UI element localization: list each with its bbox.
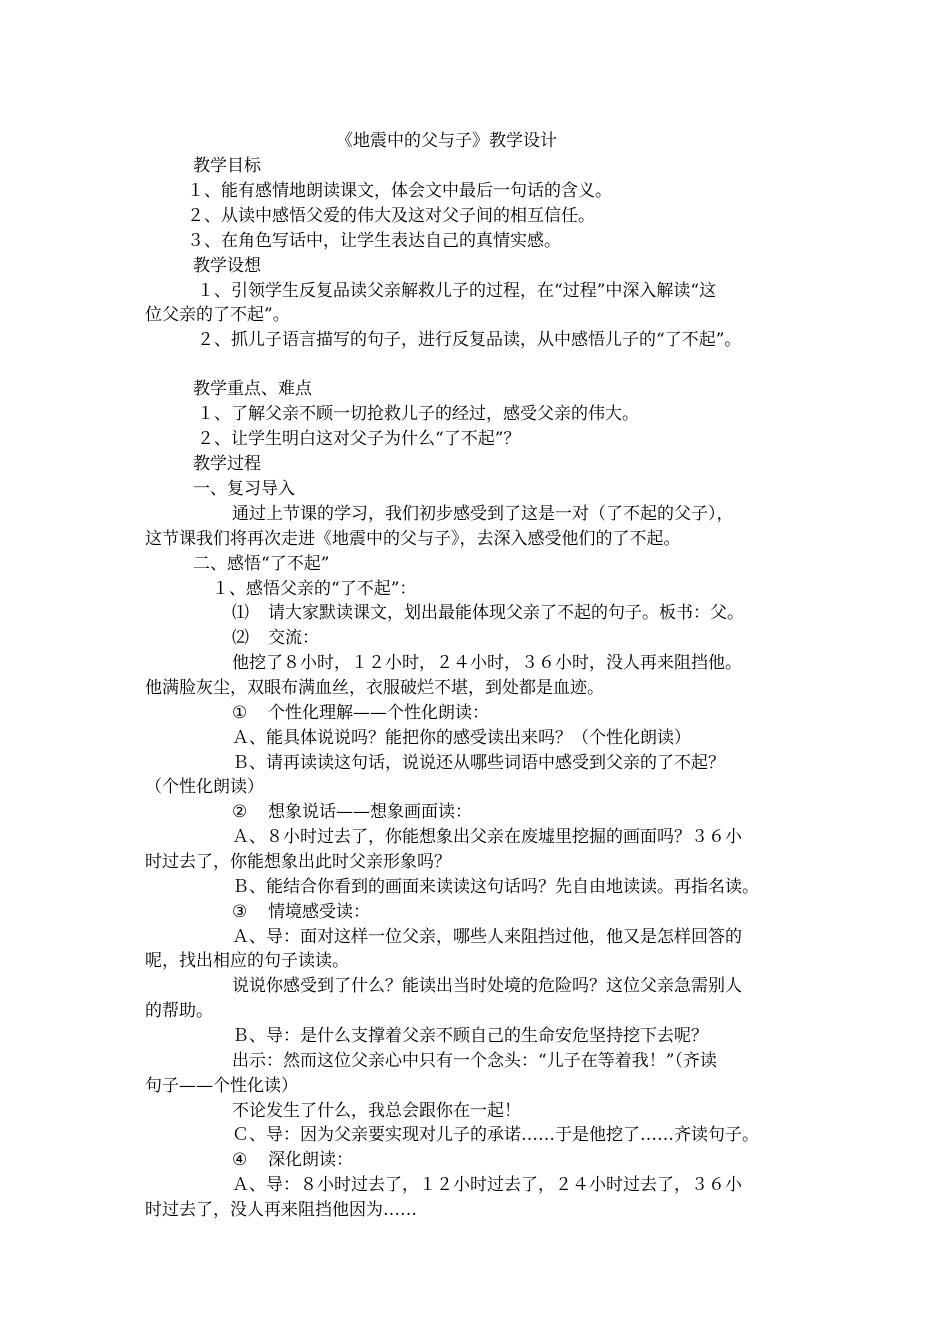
activity-2-text: 想象说话——想象画面读： <box>268 802 472 822</box>
design-item-2: ２、抓儿子语言描写的句子，进行反复品读，从中感悟儿子的“了不起”。 <box>197 330 742 350</box>
step-2-marker: ⑵ <box>232 628 249 648</box>
goal-item-3: ３、在角色写话中，让学生表达自己的真情实感。 <box>187 231 561 251</box>
section-heading-keypoints: 教学重点、难点 <box>193 379 312 399</box>
activity-3-b: Ｂ、导：是什么支撑着父亲不顾自己的生命安危坚持挖下去呢？ <box>232 1026 708 1046</box>
keypoint-item-2: ２、让学生明白这对父子为什么“了不起”？ <box>197 429 521 449</box>
design-item-1-line-2: 位父亲的了不起”。 <box>145 305 290 325</box>
activity-2-a-line-1: Ａ、８小时过去了，你能想象出父亲在废墟里挖掘的画面吗？３６小 <box>232 827 742 847</box>
activity-1-b-line-2: （个性化朗读） <box>145 777 264 797</box>
activity-1 <box>232 701 489 725</box>
activity-3-c: Ｃ、导：因为父亲要实现对儿子的承诺……于是他挖了……齐读句子。 <box>232 1125 759 1145</box>
keypoint-item-1: １、了解父亲不顾一切抢救儿子的经过，感受父亲的伟大。 <box>197 404 639 424</box>
activity-3-promise: 不论发生了什么，我总会跟你在一起！ <box>232 1101 521 1121</box>
process-step-1-paragraph-line-1: 通过上节课的学习，我们初步感受到了这是一对（了不起的父子）， <box>232 504 734 524</box>
activity-4-a-line-1: Ａ、导：８小时过去了，１２小时过去了，２４小时过去了，３６小 <box>232 1175 742 1195</box>
activity-1-marker: ① <box>232 703 248 723</box>
goal-item-1: １、能有感情地朗读课文，体会文中最后一句话的含义。 <box>187 181 612 201</box>
father-subheading: １、感悟父亲的“了不起”： <box>212 579 417 599</box>
activity-2-b: Ｂ、能结合你看到的画面来读读这句话吗？先自由地读读。再指名读。 <box>232 877 759 897</box>
activity-3-paragraph-line-1: 说说你感受到了什么？能读出当时处境的危险吗？这位父亲急需别人 <box>232 976 742 996</box>
activity-2-a-line-2: 时过去了，你能想象出此时父亲形象吗？ <box>145 852 451 872</box>
quote-line-2: 他满脸灰尘，双眼布满血丝，衣服破烂不堪，到处都是血迹。 <box>145 678 604 698</box>
activity-2-marker: ② <box>232 802 248 822</box>
activity-4-a-line-2: 时过去了，没人再来阻挡他因为…… <box>145 1200 417 1220</box>
activity-1-b-line-1: Ｂ、请再读读这句话，说说还从哪些词语中感受到父亲的了不起？ <box>232 753 725 773</box>
quote-line-1: 他挖了８小时，１２小时，２４小时，３６小时，没人再来阻挡他。 <box>232 653 742 673</box>
activity-3 <box>232 900 370 924</box>
activity-3-show-line-1: 出示：然而这位父亲心中只有一个念头：“儿子在等着我！”（齐读 <box>232 1051 717 1071</box>
activity-1-a: Ａ、能具体说说吗？能把你的感受读出来吗？（个性化朗读） <box>232 728 691 748</box>
process-step-1-paragraph-line-2: 这节课我们将再次走进《地震中的父与子》，去深入感受他们的了不起。 <box>145 529 681 549</box>
step-1 <box>232 601 744 625</box>
activity-3-marker: ③ <box>232 902 248 922</box>
activity-1-text: 个性化理解——个性化朗读： <box>268 703 489 723</box>
activity-4-marker: ④ <box>232 1150 248 1170</box>
activity-3-show-line-2: 句子——个性化读） <box>145 1076 298 1096</box>
design-item-1-line-1: １、引领学生反复品读父亲解救儿子的过程，在“过程”中深入解读“这 <box>197 281 717 301</box>
section-heading-design: 教学设想 <box>193 256 261 276</box>
activity-3-paragraph-line-2: 的帮助。 <box>145 1001 213 1021</box>
activity-4-text: 深化朗读： <box>268 1150 353 1170</box>
activity-4 <box>232 1148 353 1172</box>
activity-2 <box>232 800 472 824</box>
activity-3-a-line-1: Ａ、导：面对这样一位父亲，哪些人来阻挡过他，他又是怎样回答的 <box>232 927 742 947</box>
step-1-text: 请大家默读课文，划出最能体现父亲了不起的句子。板书：父。 <box>268 603 744 623</box>
activity-3-a-line-2: 呢，找出相应的句子读读。 <box>145 951 349 971</box>
process-step-1-heading: 一、复习导入 <box>193 479 295 499</box>
step-2 <box>232 626 319 650</box>
activity-3-text: 情境感受读： <box>268 902 370 922</box>
goal-item-2: ２、从读中感悟父爱的伟大及这对父子间的相互信任。 <box>187 206 595 226</box>
section-heading-goals: 教学目标 <box>193 156 261 176</box>
document-title: 《地震中的父与子》教学设计 <box>336 131 557 151</box>
step-1-marker: ⑴ <box>232 603 249 623</box>
step-2-text: 交流： <box>268 628 319 648</box>
section-heading-process: 教学过程 <box>193 454 261 474</box>
process-step-2-heading: 二、感悟“了不起” <box>193 554 330 574</box>
